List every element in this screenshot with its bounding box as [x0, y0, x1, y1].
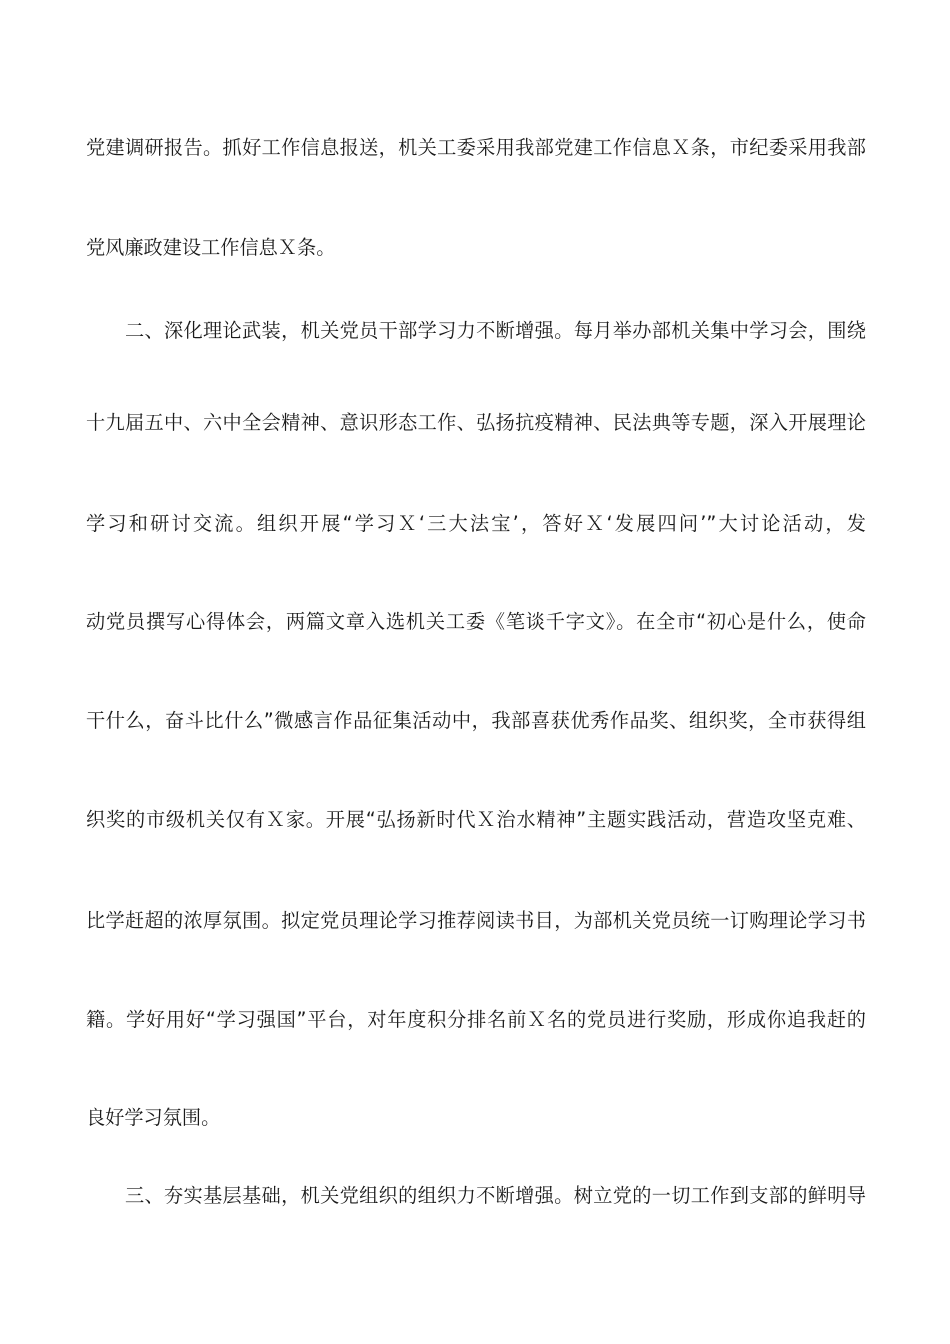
paragraph-2-line-2: 十九届五中、六中全会精神、意识形态工作、弘扬抗疫精神、民法典等专题，深入开展理论: [86, 411, 866, 434]
section-3-heading-line: 三、夯实基层基础，机关党组织的组织力不断增强。树立党的一切工作到支部的鲜明导: [125, 1184, 866, 1207]
section-2-heading-line: 二、深化理论武装，机关党员干部学习力不断增强。每月举办部机关集中学习会，围绕: [125, 319, 866, 342]
paragraph-2-line-3: 学习和研讨交流。组织开展“学习Ｘ‘三大法宝’，答好Ｘ‘发展四问’”大讨论活动，发: [86, 512, 866, 535]
paragraph-2-line-4: 动党员撰写心得体会，两篇文章入选机关工委《笔谈千字文》。在全市“初心是什么，使命: [86, 610, 866, 633]
paragraph-2-line-5: 干什么，奋斗比什么”微感言作品征集活动中，我部喜获优秀作品奖、组织奖，全市获得组: [86, 709, 866, 732]
paragraph-1-line-2: 党风廉政建设工作信息Ｘ条。: [86, 236, 336, 259]
paragraph-2-line-8: 籍。学好用好“学习强国”平台，对年度积分排名前Ｘ名的党员进行奖励，形成你追我赶的: [86, 1008, 866, 1031]
paragraph-2-line-6: 织奖的市级机关仅有Ｘ家。开展“弘扬新时代Ｘ治水精神”主题实践活动，营造攻坚克难、: [86, 808, 866, 831]
paragraph-2-line-9: 良好学习氛围。: [86, 1106, 221, 1129]
paragraph-2-line-7: 比学赶超的浓厚氛围。拟定党员理论学习推荐阅读书目，为部机关党员统一订购理论学习书: [86, 909, 866, 932]
paragraph-1-line-1: 党建调研报告。抓好工作信息报送，机关工委采用我部党建工作信息Ｘ条，市纪委采用我部: [86, 136, 866, 159]
